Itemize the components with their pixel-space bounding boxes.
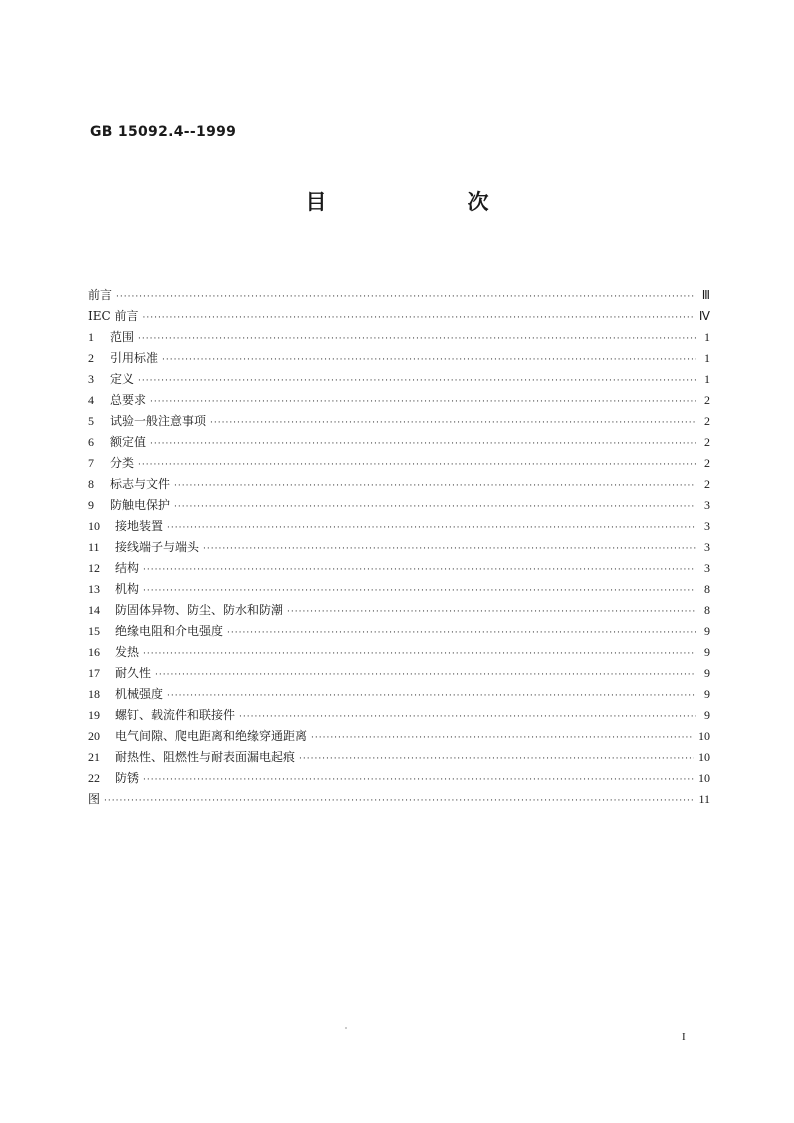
toc-entry-page: 3 [704,540,710,554]
toc-entry-label: 耐久性 [115,666,152,680]
toc-entry-number: 9 [88,498,94,512]
toc-entry-page: 10 [698,729,710,743]
toc-entry-page: 9 [704,687,710,701]
toc-entry[interactable] [88,663,710,684]
toc-entry-number: 11 [88,540,100,554]
toc-entry-page: 9 [704,708,710,722]
toc-entry-label: 绝缘电阻和介电强度 [115,624,224,638]
toc-entry-number: 17 [88,666,100,680]
toc-leader-dots [167,686,696,707]
toc-entry-number: 16 [88,645,100,659]
toc-entry-number: 3 [88,372,94,386]
toc-entry[interactable] [88,327,710,348]
table-of-contents [88,285,710,810]
page-title: 目 次 [305,190,549,214]
toc-entry[interactable] [88,390,710,411]
toc-entry-label: 范围 [110,330,135,344]
toc-entry[interactable] [88,537,710,558]
toc-entry-page: 3 [704,498,710,512]
toc-entry[interactable] [88,642,710,663]
toc-entry-label: 防触电保护 [110,498,171,512]
toc-entry-page: 3 [704,561,710,575]
toc-leader-dots [227,623,696,644]
toc-entry-label: 总要求 [110,393,147,407]
toc-entry[interactable] [88,600,710,621]
toc-entry-label: 试验一般注意事项 [110,414,207,428]
toc-leader-dots [143,644,696,665]
toc-entry-label: 额定值 [110,435,147,449]
toc-entry-page: 9 [704,645,710,659]
toc-leader-dots [203,539,696,560]
toc-entry[interactable] [88,579,710,600]
toc-entry[interactable] [88,474,710,495]
toc-entry[interactable] [88,768,710,789]
toc-leader-dots [174,497,696,518]
toc-entry-number: 19 [88,708,100,722]
toc-entry-page: 2 [704,456,710,470]
toc-leader-dots [150,392,696,413]
toc-entry[interactable] [88,306,710,327]
toc-entry-page: 9 [704,624,710,638]
toc-entry-label: 标志与文件 [110,477,171,491]
toc-entry-number: 7 [88,456,94,470]
toc-leader-dots [150,434,696,455]
toc-leader-dots [104,791,694,812]
toc-entry-number: 22 [88,771,100,785]
toc-entry-label: 定义 [110,372,135,386]
toc-entry[interactable] [88,684,710,705]
toc-leader-dots [174,476,696,497]
toc-entry-page: Ⅳ [698,309,710,323]
toc-leader-dots [143,581,696,602]
toc-entry-label: 前言 [88,288,113,302]
toc-entry-label: 电气间隙、爬电距离和绝缘穿通距离 [115,729,308,743]
toc-entry[interactable] [88,411,710,432]
toc-leader-dots [210,413,696,434]
toc-entry-page: 2 [704,435,710,449]
toc-entry-label: 结构 [115,561,140,575]
toc-entry-number: 1 [88,330,94,344]
toc-entry-number: 5 [88,414,94,428]
toc-entry[interactable] [88,621,710,642]
toc-entry[interactable] [88,453,710,474]
toc-entry-page: 10 [698,771,710,785]
toc-leader-dots [143,308,695,329]
toc-entry-number: 14 [88,603,100,617]
toc-entry-page: 8 [704,582,710,596]
scan-speck [345,1027,347,1029]
toc-entry-number: 20 [88,729,100,743]
toc-entry[interactable] [88,516,710,537]
toc-entry-page: 2 [704,414,710,428]
standard-code: GB 15092.4--1999 [90,124,237,140]
toc-entry-page: 8 [704,603,710,617]
toc-entry-page: 2 [704,393,710,407]
toc-entry-number: 10 [88,519,100,533]
toc-leader-dots [239,707,696,728]
toc-leader-dots [299,749,694,770]
toc-entry-number: 18 [88,687,100,701]
toc-leader-dots [138,455,696,476]
toc-entry-page: 11 [698,792,710,806]
toc-entry[interactable] [88,789,710,810]
toc-entry-number: 8 [88,477,94,491]
toc-entry-page: 10 [698,750,710,764]
toc-entry-label: 接地装置 [115,519,164,533]
page-number: I [682,1031,686,1043]
toc-entry[interactable] [88,705,710,726]
toc-entry-label: 机构 [115,582,140,596]
toc-entry[interactable] [88,495,710,516]
toc-entry-number: 12 [88,561,100,575]
toc-entry-label: 引用标准 [110,351,159,365]
toc-entry-page: 2 [704,477,710,491]
toc-entry[interactable] [88,747,710,768]
toc-entry-number: 13 [88,582,100,596]
toc-entry-number: 6 [88,435,94,449]
toc-entry-label: 防固体异物、防尘、防水和防潮 [115,603,284,617]
toc-entry-label: 发热 [115,645,140,659]
toc-leader-dots [287,602,696,623]
toc-entry-number: 21 [88,750,100,764]
toc-leader-dots [162,350,696,371]
toc-entry-number: 2 [88,351,94,365]
toc-entry-label: 防锈 [115,771,140,785]
toc-entry-label: 耐热性、阻燃性与耐表面漏电起痕 [115,750,296,764]
toc-entry-label: 图 [88,792,101,806]
toc-leader-dots [138,371,696,392]
toc-entry-page: 3 [704,519,710,533]
toc-entry[interactable] [88,558,710,579]
toc-entry-page: 1 [704,351,710,365]
toc-entry[interactable] [88,285,710,306]
toc-entry-page: Ⅲ [701,288,710,302]
toc-entry-page: 1 [704,372,710,386]
toc-entry-page: 9 [704,666,710,680]
toc-entry[interactable] [88,432,710,453]
toc-entry-label: 机械强度 [115,687,164,701]
toc-entry-page: 1 [704,330,710,344]
toc-leader-dots [143,770,694,791]
toc-leader-dots [116,287,696,308]
toc-entry[interactable] [88,348,710,369]
toc-entry-label: 螺钉、载流件和联接件 [115,708,236,722]
toc-entry[interactable] [88,369,710,390]
toc-entry-label: IEC 前言 [88,309,139,323]
toc-entry-label: 接线端子与端头 [115,540,200,554]
toc-leader-dots [138,329,696,350]
toc-leader-dots [167,518,696,539]
toc-entry-number: 15 [88,624,100,638]
toc-entry-number: 4 [88,393,94,407]
toc-leader-dots [143,560,696,581]
toc-leader-dots [155,665,696,686]
toc-entry[interactable] [88,726,710,747]
toc-leader-dots [311,728,694,749]
toc-entry-label: 分类 [110,456,135,470]
